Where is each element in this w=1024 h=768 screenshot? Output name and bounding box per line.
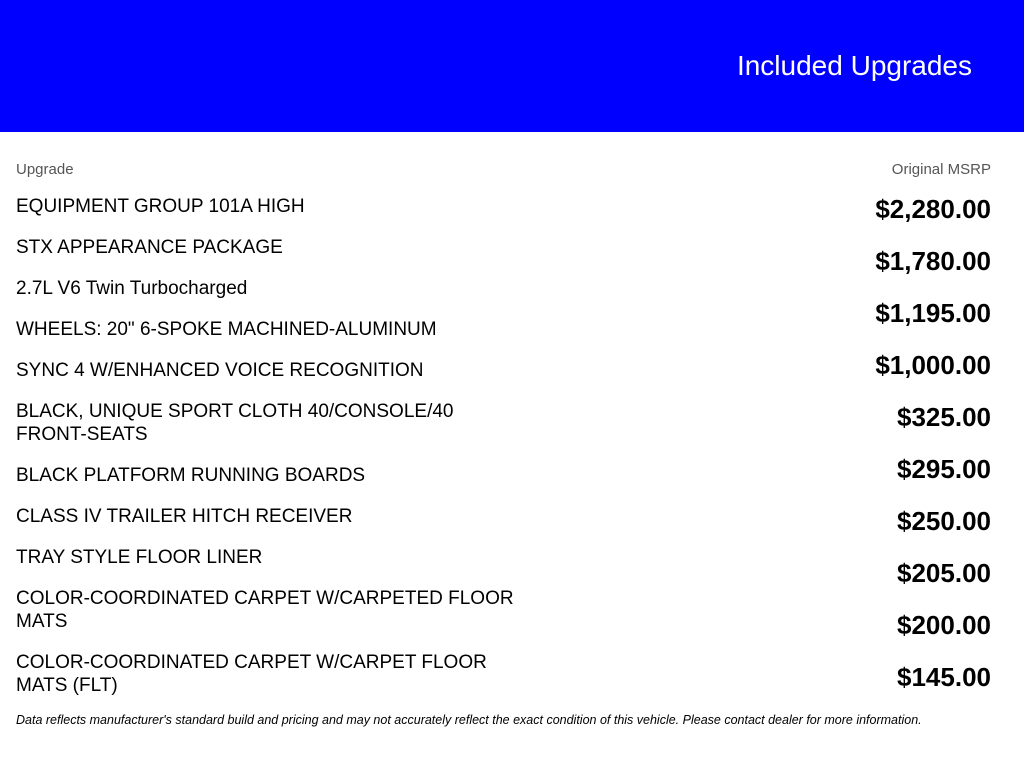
disclaimer-text: Data reflects manufacturer's standard build and pricing and may not accurately reflect the exact condition of this vehicle. Please contact dealer for more information. bbox=[16, 713, 922, 727]
price-item: $1,780.00 bbox=[875, 246, 991, 276]
price-item: $200.00 bbox=[897, 610, 991, 640]
upgrade-item-stx-appearance: STX APPEARANCE PACKAGE bbox=[16, 237, 283, 258]
upgrade-item-engine: 2.7L V6 Twin Turbocharged bbox=[16, 278, 248, 299]
page-title: Included Upgrades bbox=[736, 50, 972, 81]
price-item: $325.00 bbox=[897, 402, 991, 432]
upgrade-item-wheels: WHEELS: 20" 6-SPOKE MACHINED-ALUMINUM bbox=[16, 319, 437, 340]
upgrade-item-sync4: SYNC 4 W/ENHANCED VOICE RECOGNITION bbox=[16, 360, 424, 381]
price-item: $295.00 bbox=[897, 454, 991, 484]
header-banner bbox=[0, 0, 1024, 132]
price-item: $2,280.00 bbox=[875, 194, 991, 224]
price-item: $1,000.00 bbox=[875, 350, 991, 380]
column-header-msrp: Original MSRP bbox=[891, 161, 991, 178]
upgrade-item-trailer-hitch: CLASS IV TRAILER HITCH RECEIVER bbox=[16, 506, 353, 527]
upgrade-item-carpet-mats-flt: COLOR-COORDINATED CARPET W/CARPET FLOOR MATS (FLT) bbox=[16, 652, 487, 696]
price-item: $205.00 bbox=[897, 558, 991, 588]
upgrade-item-equipment-group: EQUIPMENT GROUP 101A HIGH bbox=[16, 196, 305, 217]
upgrade-list bbox=[16, 195, 576, 715]
upgrade-item-running-boards: BLACK PLATFORM RUNNING BOARDS bbox=[16, 465, 366, 486]
price-item: $250.00 bbox=[897, 506, 991, 536]
upgrade-item-carpeted-mats: COLOR-COORDINATED CARPET W/CARPETED FLOOR MATS bbox=[16, 588, 514, 632]
upgrade-item-seats: BLACK, UNIQUE SPORT CLOTH 40/CONSOLE/40 FRONT-SEATS bbox=[16, 401, 454, 445]
upgrade-item-floor-liner: TRAY STYLE FLOOR LINER bbox=[16, 547, 263, 568]
price-list bbox=[875, 193, 991, 713]
column-header-upgrade: Upgrade bbox=[16, 161, 74, 178]
price-item: $1,195.00 bbox=[875, 298, 991, 328]
price-item: $145.00 bbox=[897, 662, 991, 692]
